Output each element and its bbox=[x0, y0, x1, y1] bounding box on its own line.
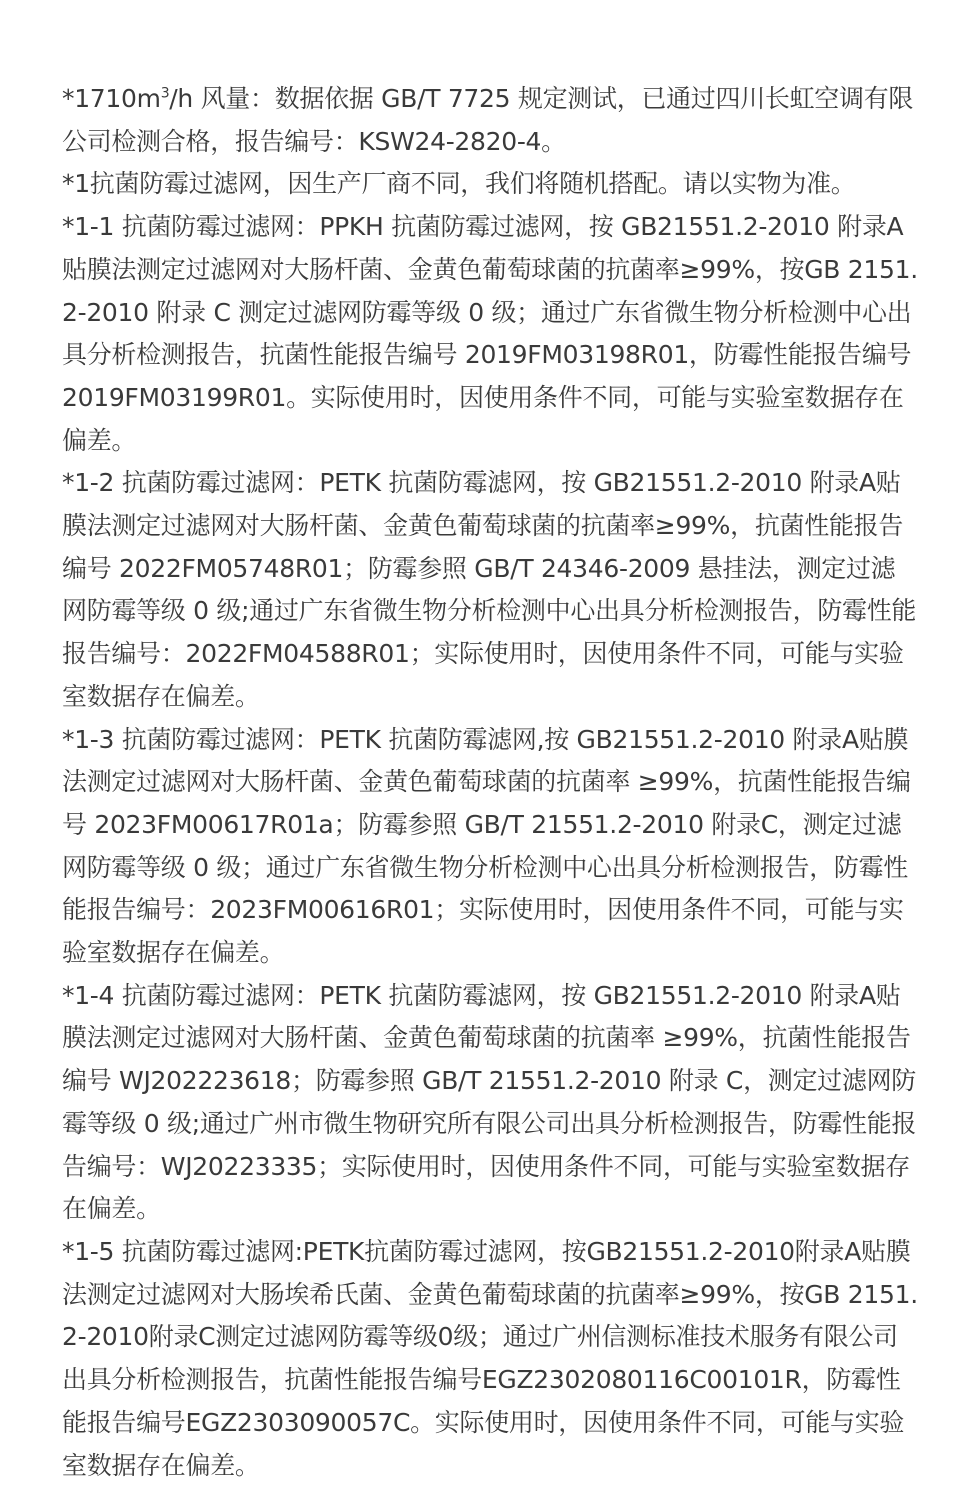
note-filter-1-4: *1-4 抗菌防霉过滤网：PETK 抗菌防霉滤网，按 GB21551.2-2010 附录A贴膜法测定过滤网对大肠杆菌、金黄色葡萄球菌的抗菌率 ≥99%，抗菌性能报告编号 WJ202223618；防霉参照 GB/T 21551.2-2010 附录 C，测定过滤网防霉等级 0 级;通过广州市微生物研究所有限公司出具分析检测报告，防霉性能报告编号：WJ20223335；实际使用时，因使用条件不同，可能与实验室数据存在偏差。 bbox=[62, 980, 917, 1224]
airflow-text: /h 风量：数据依据 GB/T 7725 规定测试，已通过四川长虹空调有限公司检测合格，报告编号：KSW24-2820-4。 bbox=[62, 84, 914, 156]
note-filter-1-1: *1-1 抗菌防霉过滤网：PPKH 抗菌防霉过滤网，按 GB21551.2-2010 附录A贴膜法测定过滤网对大肠杆菌、金黄色葡萄球菌的抗菌率≥99%，按GB 2151.2-2010 附录 C 测定过滤网防霉等级 0 级；通过广东省微生物分析检测中心出具分析检测报告，抗菌性能报告编号 2019FM03198R01，防霉性能报告编号 2019FM03199R01。实际使用时，因使用条件不同，可能与实验室数据存在偏差。 bbox=[62, 212, 918, 455]
note-filter-1-3: *1-3 抗菌防霉过滤网：PETK 抗菌防霉滤网,按 GB21551.2-2010 附录A贴膜法测定过滤网对大肠杆菌、金黄色葡萄球菌的抗菌率 ≥99%，抗菌性能报告编号 2023FM00617R01a；防霉参照 GB/T 21551.2-2010 附录C，测定过滤网防霉等级 0 级；通过广东省微生物分析检测中心出具分析检测报告，防霉性能报告编号：2023FM00616R01；实际使用时，因使用条件不同，可能与实验室数据存在偏差。 bbox=[62, 724, 911, 968]
note-filter-1-2: *1-2 抗菌防霉过滤网：PETK 抗菌防霉滤网，按 GB21551.2-2010 附录A贴膜法测定过滤网对大肠杆菌、金黄色葡萄球菌的抗菌率≥99%，抗菌性能报告编号 2022FM05748R01；防霉参照 GB/T 24346-2009 悬挂法，测定过滤网防霉等级 0 级;通过广东省微生物分析检测中心出具分析检测报告，防霉性能报告编号：2022FM04588R01；实际使用时，因使用条件不同，可能与实验室数据存在偏差。 bbox=[62, 468, 917, 711]
airflow-superscript: 3 bbox=[160, 85, 170, 102]
note-airflow bbox=[62, 78, 920, 163]
note-filter-1-5: *1-5 抗菌防霉过滤网:PETK抗菌防霉过滤网，按GB21551.2-2010附录A贴膜法测定过滤网对大肠埃希氏菌、金黄色葡萄球菌的抗菌率≥99%，按GB 2151.2-2010附录C测定过滤网防霉等级0级；通过广州信测标准技术服务有限公司出具分析检测报告，抗菌性能报告编号EGZ2302080116C00101R，防霉性能报告编号EGZ2303090057C。实际使用时，因使用条件不同，可能与实验室数据存在偏差。 bbox=[62, 1236, 918, 1480]
airflow-prefix: *1710m bbox=[62, 84, 161, 113]
note-filter-random: *1抗菌防霉过滤网，因生产厂商不同，我们将随机搭配。请以实物为准。 bbox=[62, 169, 856, 199]
